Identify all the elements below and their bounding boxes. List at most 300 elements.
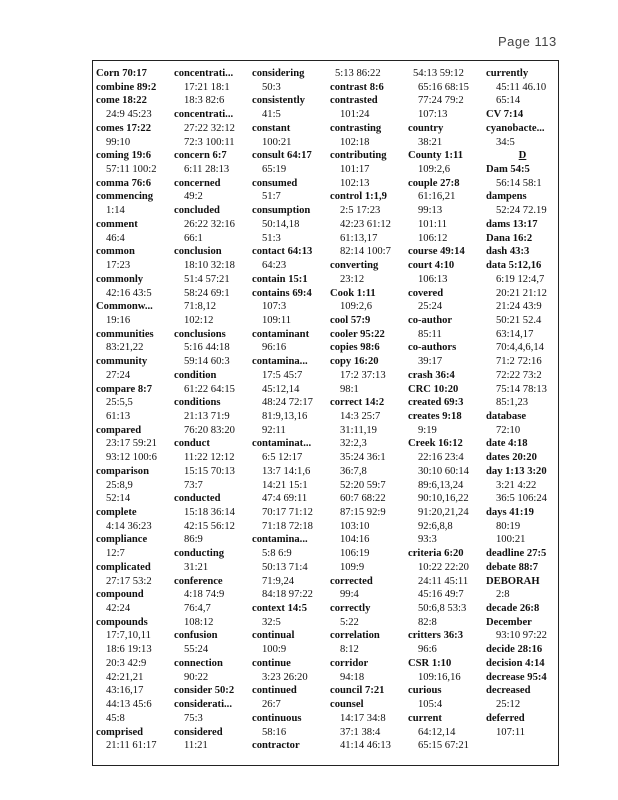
index-page-refs: 90:22 (184, 671, 209, 683)
index-page-refs: 27:17 53:2 (106, 575, 152, 587)
page-number: Page 113 (498, 34, 557, 49)
index-page-refs: 58:24 69:1 (184, 287, 230, 299)
index-page-refs: 14:17 34:8 (340, 712, 386, 724)
index-page-refs: 91:20,21,24 (418, 507, 469, 518)
index-page-refs: 42:16 43:5 (106, 287, 152, 299)
index-term: Corn 70:17 (96, 68, 147, 79)
index-page-refs: 52:20 59:7 (340, 479, 386, 491)
index-term: compliance (96, 534, 148, 546)
index-page-refs: 102:12 (184, 314, 214, 326)
index-term: context 14:5 (252, 603, 308, 615)
index-term: complete (96, 507, 137, 518)
index-page-refs: 17:23 (106, 260, 131, 272)
index-page-refs: 25:8,9 (106, 479, 133, 491)
index-term: currently (486, 68, 529, 79)
index-term: condition (174, 369, 217, 381)
index-page-refs: 51:3 (262, 232, 281, 244)
index-page-refs: 35:24 36:1 (340, 452, 386, 464)
index-term: covered (408, 287, 444, 299)
index-term: Dam 54:5 (486, 164, 530, 176)
index-page-refs: 101:11 (418, 218, 448, 230)
index-term: days 41:19 (486, 507, 534, 518)
index-term: decreased (486, 685, 531, 697)
index-term: decade 26:8 (486, 603, 540, 615)
index-term: Commonw... (96, 301, 153, 313)
index-page-refs: 61:13,17 (340, 232, 378, 244)
index-term: common (96, 246, 135, 258)
index-term: conduct (174, 438, 210, 450)
index-page-refs: 85:1,23 (496, 397, 529, 409)
index-page-refs: 17:21 18:1 (184, 81, 230, 93)
index-term: conducted (174, 493, 221, 505)
index-term: come 18:22 (96, 95, 147, 107)
index-page-refs: 25:5,5 (106, 397, 133, 409)
index-page-refs: 109:9 (340, 561, 365, 573)
index-term: dampens (486, 191, 527, 203)
index-page-refs: 31:11,19 (340, 424, 377, 436)
index-term: continued (252, 685, 297, 697)
index-page-refs: 77:24 79:2 (418, 95, 464, 107)
index-letter-heading: D (518, 150, 527, 162)
index-page-refs: 36:5 106:24 (496, 493, 547, 505)
index-term: Cook 1:11 (330, 287, 376, 299)
index-term: DEBORAH (486, 575, 540, 587)
index-page-refs: 49:2 (184, 191, 203, 203)
index-page-refs: 41:5 (262, 109, 281, 121)
index-page-refs: 11:22 12:12 (184, 452, 235, 464)
index-term: commonly (96, 273, 144, 285)
index-page-refs: 10:22 22:20 (418, 561, 469, 573)
index-term: crash 36:4 (408, 369, 455, 381)
index-page-refs: 20:21 21:12 (496, 287, 547, 299)
index-page-refs: 72:3 100:11 (184, 136, 235, 148)
index-page-refs: 61:13 (106, 410, 131, 422)
index-page-refs: 80:19 (496, 520, 521, 532)
index-page-refs: 50:13 71:4 (262, 561, 308, 573)
index-term: contributing (330, 150, 387, 162)
index-page-refs: 64:12,14 (418, 726, 456, 738)
index-page-refs: 27:24 (106, 369, 131, 381)
index-page-refs: 66:1 (184, 232, 203, 244)
index-term: confusion (174, 630, 218, 642)
index-page-refs: 72:10 (496, 424, 521, 436)
index-term: constant (252, 122, 291, 134)
index-term: decrease 95:4 (486, 671, 547, 683)
index-page-refs: 104:16 (340, 534, 370, 546)
index-page-refs: 15:15 70:13 (184, 465, 235, 477)
index-term: consumption (252, 205, 311, 217)
index-term: compound (96, 589, 144, 601)
index-page-refs: 2:8 (496, 589, 510, 601)
index-page-refs: 82:14 100:7 (340, 246, 391, 258)
index-term: considerati... (174, 699, 232, 711)
index-page-refs: 99:10 (106, 136, 131, 148)
index-page-refs: 52:14 (106, 493, 131, 505)
index-term: communities (96, 328, 154, 340)
index-page-refs: 2:5 17:23 (340, 205, 381, 217)
index-page-refs: 59:14 60:3 (184, 356, 230, 368)
index-term: considered (174, 726, 223, 738)
index-term: contractor (252, 740, 300, 752)
index-page-refs: 23:17 59:21 (106, 438, 157, 450)
index-page-refs: 101:17 (340, 164, 370, 176)
index-page-refs: 65:16 68:15 (418, 81, 469, 93)
index-term: contact 64:13 (252, 246, 313, 258)
index-term: comment (96, 218, 138, 230)
index-term: consider 50:2 (174, 685, 235, 697)
index-page-refs: 24:9 45:23 (106, 109, 152, 121)
index-page-refs: 109:2,6 (418, 164, 451, 176)
index-term: continual (252, 630, 295, 642)
index-page-refs: 14:21 15:1 (262, 479, 308, 491)
index-page-refs: 51:7 (262, 191, 281, 203)
index-page-refs: 50:3 (262, 81, 281, 93)
index-term: concluded (174, 205, 220, 217)
index-page-refs: 34:5 (496, 136, 515, 148)
index-term: continue (252, 657, 291, 669)
index-page-refs: 106:12 (418, 232, 448, 244)
index-term: created 69:3 (408, 397, 464, 409)
index-page-refs: 108:12 (184, 616, 214, 628)
index-page-refs: 5:13 86:22 (335, 68, 381, 79)
index-term: contaminant (252, 328, 310, 340)
index-term: day 1:13 3:20 (486, 465, 547, 477)
index-column-4 (330, 67, 409, 765)
index-page-refs: 99:4 (340, 589, 359, 601)
index-page-refs: 93:3 (418, 534, 437, 546)
index-term: dates 20:20 (486, 452, 537, 464)
index-page-refs: 65:15 67:21 (418, 740, 469, 752)
index-term: creates 9:18 (408, 410, 462, 422)
index-page-refs: 61:16,21 (418, 191, 456, 203)
index-term: cool 57:9 (330, 314, 371, 326)
index-page-refs: 56:14 58:1 (496, 177, 542, 189)
index-term: compare 8:7 (96, 383, 152, 395)
index-term: commencing (96, 191, 154, 203)
index-page-refs: 3:23 26:20 (262, 671, 308, 683)
index-page-refs: 106:13 (418, 273, 448, 285)
index-page-refs: 87:15 92:9 (340, 507, 386, 518)
index-page-refs: 8:12 (340, 644, 359, 656)
index-term: Dana 16:2 (486, 232, 533, 244)
index-page-refs: 37:1 38:4 (340, 726, 381, 738)
index-page-refs: 92:6,8,8 (418, 520, 453, 532)
index-page-refs: 89:6,13,24 (418, 479, 464, 491)
index-page-refs: 72:22 73:2 (496, 369, 542, 381)
index-page-refs: 26:7 (262, 699, 281, 711)
index-term: contrast 8:6 (330, 81, 384, 93)
index-page-refs: 55:24 (184, 644, 209, 656)
index-page-refs: 107:11 (496, 726, 526, 738)
index-term: database (486, 410, 527, 422)
index-page-refs: 109:2,6 (340, 301, 373, 313)
index-term: compounds (96, 616, 148, 628)
index-page-refs: 92:11 (262, 424, 286, 436)
index-page-refs: 11:21 (184, 740, 208, 752)
index-term: contamina... (252, 356, 308, 368)
index-term: deferred (486, 712, 525, 724)
index-page-refs: 82:8 (418, 616, 437, 628)
index-page-refs: 18:3 82:6 (184, 95, 225, 107)
index-term: dash 43:3 (486, 246, 530, 258)
index-page-refs: 75:14 78:13 (496, 383, 547, 395)
index-term: conducting (174, 548, 225, 560)
index-page-refs: 76:20 83:20 (184, 424, 235, 436)
index-page-refs: 105:4 (418, 699, 443, 711)
index-page-refs: 57:11 100:2 (106, 164, 157, 176)
index-page-refs: 93:12 100:6 (106, 452, 157, 464)
index-term: comprised (96, 726, 144, 738)
index-page-refs: 64:23 (262, 260, 287, 272)
index-page-refs: 20:3 42:9 (106, 657, 147, 669)
index-page-refs: 100:9 (262, 644, 287, 656)
index-term: conclusions (174, 328, 226, 340)
index-page-refs: 36:7,8 (340, 465, 367, 477)
index-page-refs: 25:24 (418, 301, 443, 313)
index-term: concentrati... (174, 109, 234, 121)
index-page-refs: 4:14 36:23 (106, 520, 152, 532)
index-term: criteria 6:20 (408, 548, 464, 560)
index-page-refs: 5:16 44:18 (184, 342, 230, 354)
index-page-refs: 42:21,21 (106, 671, 144, 683)
index-term: co-author (408, 314, 453, 326)
index-page-refs: 31:21 (184, 561, 209, 573)
index-term: corrected (330, 575, 373, 587)
index-page-refs: 102:13 (340, 177, 370, 189)
index-page-refs: 26:22 32:16 (184, 218, 235, 230)
index-page-refs: 42:24 (106, 603, 131, 615)
index-term: curious (408, 685, 442, 697)
index-page-refs: 54:13 59:12 (413, 68, 464, 79)
index-term: compared (96, 424, 142, 436)
index-column-5 (408, 67, 487, 765)
index-page-refs: 63:14,17 (496, 328, 534, 340)
index-page-refs: 41:14 46:13 (340, 740, 391, 752)
index-term: correctly (330, 603, 371, 615)
index-term: contamina... (252, 534, 308, 546)
index-page-refs: 5:8 6:9 (262, 548, 292, 560)
index-term: concentrati... (174, 68, 234, 79)
index-page-refs: 13:7 14:1,6 (262, 465, 311, 477)
index-page-refs: 32:2,3 (340, 438, 367, 450)
index-page-refs: 18:6 19:13 (106, 644, 152, 656)
index-term: combine 89:2 (96, 81, 157, 93)
index-page-refs: 100:21 (496, 534, 526, 546)
index-page-refs: 4:18 74:9 (184, 589, 225, 601)
index-page-refs: 42:15 56:12 (184, 520, 235, 532)
index-page-refs: 100:21 (262, 136, 292, 148)
index-term: council 7:21 (330, 685, 385, 697)
index-page-refs: 85:11 (418, 328, 442, 340)
index-term: coming 19:6 (96, 150, 152, 162)
index-term: December (486, 616, 532, 628)
index-page-refs: 52:24 72.19 (496, 205, 547, 217)
index-term: contrasted (330, 95, 378, 107)
index-term: connection (174, 657, 223, 669)
index-page-refs: 60:7 68:22 (340, 493, 386, 505)
index-page-refs: 103:10 (340, 520, 370, 532)
index-page-refs: 18:10 32:18 (184, 260, 235, 272)
index-term: counsel (330, 699, 364, 711)
index-page-refs: 71:9,24 (262, 575, 295, 587)
index-term: corridor (330, 657, 369, 669)
index-term: comma 76:6 (96, 177, 152, 189)
index-term: couple 27:8 (408, 177, 460, 189)
index-page-refs: 51:4 57:21 (184, 273, 230, 285)
index-page-refs: 58:16 (262, 726, 287, 738)
index-term: current (408, 712, 442, 724)
index-page-refs: 96:16 (262, 342, 287, 354)
index-page-refs: 65:14 (496, 95, 521, 107)
index-page-refs: 107:3 (262, 301, 287, 313)
index-page-refs: 102:18 (340, 136, 370, 148)
index-page-refs: 65:19 (262, 164, 287, 176)
index-page-refs: 45:12,14 (262, 383, 300, 395)
index-term: decide 28:16 (486, 644, 543, 656)
index-term: copies 98:6 (330, 342, 380, 354)
index-page-refs: 61:22 64:15 (184, 383, 235, 395)
index-term: CSR 1:10 (408, 657, 452, 669)
index-page-refs: 48:24 72:17 (262, 397, 313, 409)
index-page-refs: 24:11 45:11 (418, 575, 469, 587)
index-term: contains 69:4 (252, 287, 312, 299)
index-term: debate 88:7 (486, 561, 539, 573)
index-page-refs: 5:22 (340, 616, 359, 628)
index-term: control 1:1,9 (330, 191, 387, 203)
index-term: course 49:14 (408, 246, 465, 258)
index-page-refs: 45:16 49:7 (418, 589, 464, 601)
index-page-refs: 1:14 (106, 205, 125, 217)
index-page-refs: 93:10 97:22 (496, 630, 547, 642)
index-page-refs: 45:11 46.10 (496, 81, 547, 93)
index-page-refs: 39:17 (418, 356, 443, 368)
index-page-refs: 107:13 (418, 109, 448, 121)
index-page-refs: 99:13 (418, 205, 443, 217)
index-term: community (96, 356, 148, 368)
index-term: contain 15:1 (252, 273, 308, 285)
index-page-refs: 44:13 45:6 (106, 699, 152, 711)
index-term: contaminat... (252, 438, 312, 450)
index-term: conditions (174, 397, 221, 409)
index-page-refs: 50:14,18 (262, 218, 300, 230)
index-page-refs: 96:6 (418, 644, 437, 656)
index-page-refs: 17:5 45:7 (262, 369, 303, 381)
index-term: Creek 16:12 (408, 438, 463, 450)
index-page-refs: 81:9,13,16 (262, 410, 308, 422)
index-page-refs: 12:7 (106, 548, 125, 560)
index-term: complicated (96, 561, 151, 573)
index-page-refs: 47:4 69:11 (262, 493, 308, 505)
index-page-refs: 71:8,12 (184, 301, 217, 313)
index-page-refs: 94:18 (340, 671, 365, 683)
index-page-refs: 45:8 (106, 712, 125, 724)
index-page-refs: 21:11 61:17 (106, 740, 157, 752)
index-page-refs: 6:11 28:13 (184, 164, 230, 176)
index-page-refs: 17:7,10,11 (106, 630, 151, 642)
index-page-refs: 101:24 (340, 109, 370, 121)
index-page-refs: 106:19 (340, 548, 370, 560)
index-term: concern 6:7 (174, 150, 227, 162)
index-page-refs: 27:22 32:12 (184, 122, 235, 134)
index-page-refs: 98:1 (340, 383, 359, 395)
index-page-refs: 71:18 72:18 (262, 520, 313, 532)
index-term: converting (330, 260, 379, 272)
index-term: date 4:18 (486, 438, 528, 450)
index-term: country (408, 122, 444, 134)
index-term: data 5:12,16 (486, 260, 542, 272)
index-term: County 1:11 (408, 150, 464, 162)
index-page-refs: 70:4,4,6,14 (496, 342, 544, 354)
index-term: court 4:10 (408, 260, 455, 272)
index-term: critters 36:3 (408, 630, 463, 642)
index-page-refs: 6:19 12:4,7 (496, 273, 545, 285)
index-term: conclusion (174, 246, 222, 258)
index-page-refs: 84:18 97:22 (262, 589, 313, 601)
index-page-refs: 9:19 (418, 424, 437, 436)
index-page-refs: 75:3 (184, 712, 203, 724)
index-term: comes 17:22 (96, 122, 152, 134)
index-page-refs: 109:16,16 (418, 671, 461, 683)
index-page-refs: 90:10,16,22 (418, 493, 469, 505)
word-index-table (92, 60, 559, 766)
index-page-refs: 42:23 61:12 (340, 218, 391, 230)
index-term: contrasting (330, 122, 382, 134)
index-term: copy 16:20 (330, 356, 379, 368)
index-page-refs: 76:4,7 (184, 603, 211, 615)
index-term: cooler 95:22 (330, 328, 385, 340)
index-term: dams 13:17 (486, 218, 538, 230)
index-page-refs: 71:2 72:16 (496, 356, 542, 368)
index-column-3 (252, 67, 331, 765)
index-term: consult 64:17 (252, 150, 312, 162)
index-term: conference (174, 575, 223, 587)
index-page-refs: 30:10 60:14 (418, 465, 469, 477)
index-page-refs: 19:16 (106, 314, 131, 326)
index-page-refs: 17:2 37:13 (340, 369, 386, 381)
index-term: CV 7:14 (486, 109, 524, 121)
index-page-refs: 86:9 (184, 534, 203, 546)
index-page-refs: 73:7 (184, 479, 203, 491)
index-term: decision 4:14 (486, 657, 545, 669)
index-page-refs: 38:21 (418, 136, 443, 148)
index-page-refs: 50:21 52.4 (496, 314, 542, 326)
index-column-6 (486, 67, 559, 765)
index-term: cyanobacte... (486, 122, 545, 134)
index-term: CRC 10:20 (408, 383, 459, 395)
index-term: considering (252, 68, 305, 79)
index-term: deadline 27:5 (486, 548, 547, 560)
index-column-2 (174, 67, 253, 765)
index-page-refs: 21:24 43:9 (496, 301, 542, 313)
index-page-refs: 3:21 4:22 (496, 479, 537, 491)
index-term: correct 14:2 (330, 397, 385, 409)
index-term: concerned (174, 177, 221, 189)
index-term: consumed (252, 177, 298, 189)
index-term: correlation (330, 630, 380, 642)
index-page-refs: 83:21,22 (106, 342, 144, 354)
index-term: consistently (252, 95, 305, 107)
index-page-refs: 21:13 71:9 (184, 410, 230, 422)
index-page-refs: 109:11 (262, 314, 292, 326)
index-page-refs: 14:3 25:7 (340, 410, 381, 422)
index-page-refs: 23:12 (340, 273, 365, 285)
index-page-refs: 22:16 23:4 (418, 452, 464, 464)
index-column-1 (96, 67, 175, 765)
index-page-refs: 25:12 (496, 699, 521, 711)
index-term: comparison (96, 465, 149, 477)
index-term: co-authors (408, 342, 457, 354)
index-page-refs: 46:4 (106, 232, 125, 244)
